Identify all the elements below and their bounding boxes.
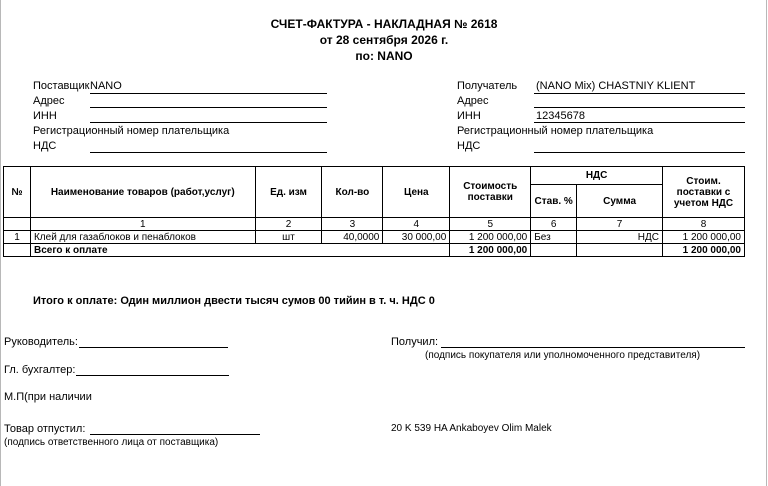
header-qty: Кол-во xyxy=(322,167,383,218)
header-vat-sum: Сумма xyxy=(577,185,663,218)
header-vat: НДС xyxy=(531,167,663,185)
total-in-words: Итого к оплате: Один миллион двести тысяч сумов 00 тийин в т. ч. НДС 0 xyxy=(33,295,435,307)
recipient-label: Получатель xyxy=(457,80,518,92)
table-row xyxy=(4,231,745,244)
supplier-label: Поставщик xyxy=(33,80,90,92)
supplier-inn-line xyxy=(90,122,327,123)
recipient-address-label: Адрес xyxy=(457,95,489,107)
received-sign-line xyxy=(441,347,745,348)
recipient-vat-label: НДС xyxy=(457,140,481,152)
total-blank xyxy=(531,244,577,257)
supplier-vat-line xyxy=(90,152,327,153)
recipient-value: (NANO Mix) CHASTNIY KLIENT xyxy=(536,80,696,92)
col-number: 8 xyxy=(663,218,745,231)
col-number: 6 xyxy=(531,218,577,231)
recipient-address-line xyxy=(534,107,745,108)
page-left-border xyxy=(0,0,1,486)
recipient-line xyxy=(534,93,745,94)
total-cost: 1 200 000,00 xyxy=(450,244,531,257)
row-no: 1 xyxy=(4,231,31,244)
total-label: Всего к оплате xyxy=(30,244,449,257)
director-label: Руководитель: xyxy=(4,336,78,348)
stamp-label: М.П(при наличии xyxy=(4,391,92,403)
header-name: Наименование товаров (работ,услуг) xyxy=(30,167,255,218)
total-sum: 1 200 000,00 xyxy=(663,244,745,257)
recipient-inn-value: 12345678 xyxy=(536,110,585,122)
received-label: Получил: xyxy=(391,336,439,348)
director-sign-line xyxy=(79,347,228,348)
row-total: 1 200 000,00 xyxy=(663,231,745,244)
supplier-value: NANO xyxy=(90,80,122,92)
supplier-address-label: Адрес xyxy=(33,95,65,107)
supplier-reg-label: Регистрационный номер плательщика xyxy=(33,125,230,137)
supplier-inn-label: ИНН xyxy=(33,110,57,122)
released-note: (подпись ответственного лица от поставщика) xyxy=(4,437,219,448)
col-number: 7 xyxy=(577,218,663,231)
accountant-label: Гл. бухгалтер: xyxy=(4,364,76,376)
driver-info: 20 K 539 HA Ankaboyev Olim Malek xyxy=(391,423,552,434)
supplier-vat-label: НДС xyxy=(33,140,57,152)
supplier-address-line xyxy=(90,107,327,108)
row-vat-rate: Без xyxy=(531,231,577,244)
col-number: 5 xyxy=(450,218,531,231)
col-number: 1 xyxy=(30,218,255,231)
row-price: 30 000,00 xyxy=(383,231,450,244)
invoice-title: СЧЕТ-ФАКТУРА - НАКЛАДНАЯ № 2618 xyxy=(270,17,498,31)
total-row xyxy=(4,244,745,257)
recipient-vat-line xyxy=(534,152,745,153)
page-right-border xyxy=(766,0,767,486)
header-cost: Стоимость поставки xyxy=(450,167,531,218)
supplier-line xyxy=(90,93,327,94)
invoice-date: от 28 сентября 2026 г. xyxy=(319,33,449,47)
accountant-sign-line xyxy=(76,375,229,376)
released-label: Товар отпустил: xyxy=(4,423,86,435)
header-total: Стоим. поставки с учетом НДС xyxy=(663,167,745,218)
row-vat-sum: НДС xyxy=(577,231,663,244)
recipient-inn-line xyxy=(534,122,745,123)
row-cost: 1 200 000,00 xyxy=(450,231,531,244)
row-qty: 40,0000 xyxy=(322,231,383,244)
header-unit: Ед. изм xyxy=(255,167,322,218)
col-number xyxy=(4,218,31,231)
col-number: 2 xyxy=(255,218,322,231)
received-note: (подпись покупателя или уполномоченного представителя) xyxy=(425,350,701,361)
header-price: Цена xyxy=(383,167,450,218)
total-blank xyxy=(4,244,31,257)
released-sign-line xyxy=(90,434,260,435)
col-number: 4 xyxy=(383,218,450,231)
invoice-basis: по: NANO xyxy=(355,49,413,63)
recipient-reg-label: Регистрационный номер плательщика xyxy=(457,125,654,137)
row-unit: шт xyxy=(255,231,322,244)
col-number: 3 xyxy=(322,218,383,231)
header-no: № xyxy=(4,167,31,218)
row-name: Клей для газаблоков и пенаблоков xyxy=(30,231,255,244)
total-blank xyxy=(577,244,663,257)
recipient-inn-label: ИНН xyxy=(457,110,481,122)
invoice-table xyxy=(3,166,745,257)
header-vat-rate: Став. % xyxy=(531,185,577,218)
